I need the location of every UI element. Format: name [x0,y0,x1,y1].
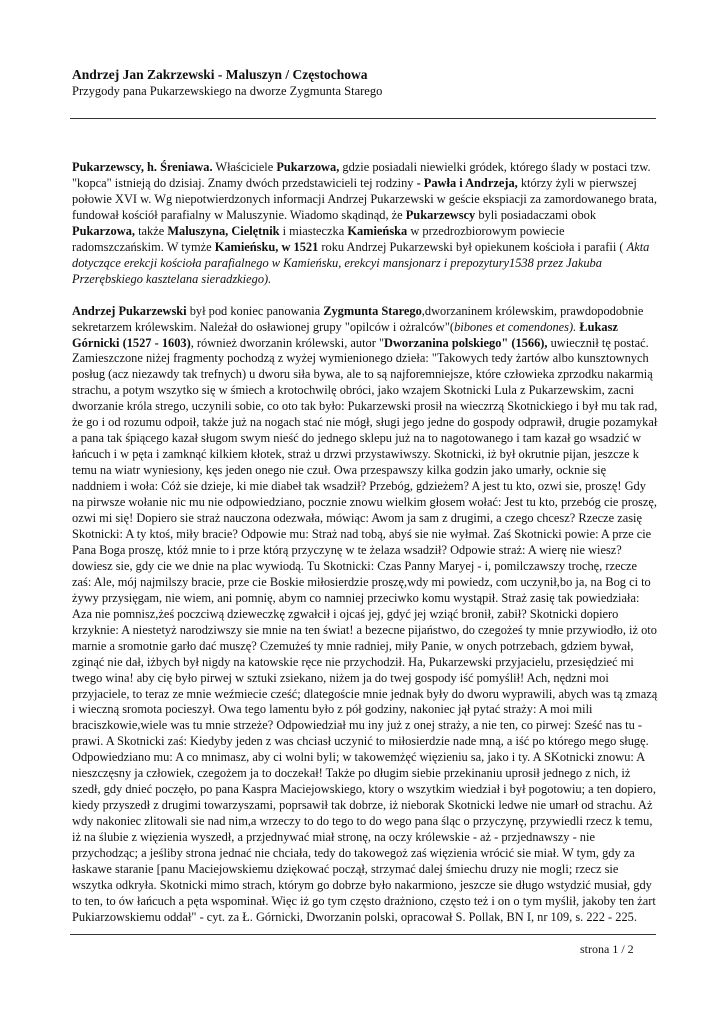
body-text: uwiecznił tę postać. Zamieszczone niżej fragmenty pochodzą z wyżej wymienionego dzieła: "Takowych tedy żartów albo kunsztownych posług (acz niezawdy tak trefnych) u dworu siła bywa, ale to są najforemniejsze, które człowieka zprzodku nakarmią strachu, a potym wszytko się w śmiech a krotochwilę obróci, jako wzajem Skotnicki Lula z Pukarzewskim, zacni dworzanie króla strego, uczynili sobie, co oto tak było: Pukarzewski prosił na wieczrzą Skotnickiego i był mu tak rad, że go i od rozumu odpoił, także już na nogach stać nie mógł, sługi jego jedne do gospody odprawił, drugie pozamykał a pana tak śpiącego kazał sługom swym nieść do jednego sklepu już na to nagotowanego i tam kazał go wsadzić w łańcuch i w pęta i zamknąć kilkiem kłotek, straż u drzwi przystawiwszy. Skotnicki, iż był okrutnie pijan, jeszcze k temu na wiatr wyniesiony, kęs jeden onego nie czuł. Owa przespawszy kilka godzin jako umarły, ocknie się naddniem i woła: Cóż sie dzieje, ki mie diabeł tak wsadził? Przebóg, gdzieżem? A jest tu kto, ozwi sie, proszę! Gdy na pirwsze wołanie nic mu nie odpowiedziano, pocznie znowu wielkim głosem wołać: Jest tu kto, przebóg cie proszę, ozwi mi się! Dopiero sie straż nauczona odezwała, mówiąc: Awom ja sam z drugimi, a czego chcesz? Rzecze zasię Skotnicki: A ty ktoś, miły bracie? Odpowie mu: Straż nad tobą, abyś sie nie wyłmał. Zaś Skotnicki powie: A prze cie Pana Boga proszę, któż mnie to i prze którą przyczynę w te żelaza wsadził? Odpowie straż: A wierę nie wiesz? dowiesz sie, gdy cie we dnie na plac wywiodą. Tu Skotnicki: Czas Panny Maryej - i, pomilczawszy trochę, rzecze zaś: Ale, mój najmilszy bracie, prze cie Boskie miłosierdzie proszę,wdy mi powiedz, com uczynił,bo ja, na Bog ci to żywy przysięgam, nie wiem, ani pomnię, abym co namniej przeciwko komu wystąpił. Straż zasię tak powiedziała: Aza nie pomnisz,żeś poczciwą dzieweczkę zgwałcił i ojcaś jej, gdyć jej wziąć bronił, zabił? Skotnicki dopiero krzyknie: A niestetyż narodziwszy sie mnie na ten świat! a bezecne pijaństwo, do czegożeś ty mnie przywiodło, iż oto marnie a sromotnie garło dać muszę? Czemużeś ty mnie radniej, miły Panie, w onych potrzebach, gdziem bywał, zginąć nie dał, iżbych był nigdy na katowskie ręce nie przychodził. Ha, Pukarzewski przyjacielu, przesiędzieć mi twego wina! aby cię było pirwej w sztuki zsiekano, niżem ja do twej gospody iść pomyślił! Ach, nędzni moi przyjaciele, to teraz ze mnie weźmiecie cześć; dlategoście mnie jednak były do dworu wyprawili, abych was tą zmazą i wieczną sromota pocieszył. Owa tego lamentu było z pół godziny, nakoniec jął pytać straży: A moi mili braciszkowie,wiele was tu mnie strzeże? Odpowiedział mu iny już z onej straży, a nie ten, co pirwej: Sześć nas tu - prawi. A Skotnicki zaś: Kiedyby jeden z was chciasł uczynić to miłosierdzie nade mną, a iść po którego mego sługę. Odpowiedziano mu: A co mnimasz, aby ci wolni byli; w takowemżęć więzieniu sa, jako i ty. A SKotnicki znowu: A nieszczęsny ja człowiek, czegożem ja to doczekał! Także po długim siebie przekinaniu uprosił jednego z nich, iż szedł, gdy dnieć poczęło, po pana Kaspra Maciejowskiego, ktory o wszytkim wiedział i był pogotowiu; a ten dopiero, kiedy przyszedł z drugimi towarzyszami, poprsawił tak dobrze, iż nieborak Skotnicki ledwe nie umarł od strachu. Aż wdy nakoniec zlitowali sie nad nim,a wrzeczy to do tego to do wego pana śląc o przyczynę, przywiedli rzecz k temu, iż na ślubie z więzienia wyszedł, a przjednywać miał stronę, na oczy królewskie - aż - przjednawszy - nie przychodząc; a jeśliby strona jednać nie chciała, tedy do takowegoż zaś więzienia wrócić sie miał. W tym, gdy za łaskawe staranie [panu Maciejowskiemu dziękować począł, strzymać dalej śmiechu druzy nie mogli; rzecz sie wszytka odkryła. Skotnicki mimo strach, którym go dobrze było nakarmiono, jeszcze sie długo wstydzić musiał, gdy to ten, to ów łańcuch a pęta wspominał. Więc iż go tym często drażniono, często też i on o tym myślił, jakoby ten żart Pukiarzowskiemu oddał" - cyt. za Ł. Górnicki, Dworzanin polski, opracował S. Pollak, BN I, nr 109, s. 222 - 225. [72,335,658,924]
bold-text: Dworzanina polskiego" (1566), [384,335,548,350]
footer-divider [70,934,656,935]
bold-text: Maluszyna, Cielętnik [167,223,280,238]
page-number: strona 1 / 2 [580,942,634,956]
body-text: w przedrozbiorowym powiecie radomszczańskim. W tymże [72,223,565,254]
body-text: także [134,223,168,238]
body-text: gdzie posiadali niewielki gródek, którego ślady w postaci tzw. "kopca" istnieją do dzisiaj. Znamy dwóch przedstawicieli tej rodziny [72,160,651,190]
bold-text: Pukarzewscy [405,207,476,222]
bold-text: Pukarzowa, [276,160,340,174]
bold-text: Pukarzewscy, h. Śreniawa. [72,160,213,174]
italic-text: bibones et comendones). [454,319,577,334]
article-body [72,160,658,942]
document-title: Andrzej Jan Zakrzewski - Maluszyn / Częstochowa [72,67,368,82]
body-text: ,dworzaninem królewskim, prawdopodobnie sekretarzem królewskim. Należał do osławionej grupy "opilców i ożralców"( [72,303,644,334]
bold-text: - Pawła i Andrzeja, [416,175,518,190]
document-header [72,66,652,99]
bold-text: Kamieńska [347,223,408,238]
body-text: którzy żyli w pierwszej połowie XVI w. Wg niepotwierdzonych informacji Andrzej Pukarzewski w geście ekspiacji za zamordowanego brata, fundował kościół parafialny w Maluszynie. Wiadomo skądinąd, że [72,175,657,222]
paragraph-family [72,160,658,288]
italic-citation: Akta dotyczące erekcji kościoła parafialnego w Kamieńsku, erekcyi mansjonarz i prepozytury1538 przez Jakuba Przerębskiego kasztelana sieradzkiego). [72,239,650,286]
paragraph-story [72,304,658,926]
bold-text: Kamieńsku, w 1521 [214,239,319,254]
bold-text: Zygmunta Starego [323,303,422,318]
document-subtitle: Przygody pana Pukarzewskiego na dworze Zygmunta Starego [72,84,383,98]
bold-text: Pukarzowa, [72,223,135,238]
body-text: byli posiadaczami obok [475,207,597,222]
body-text: był pod koniec panowania [186,303,324,318]
body-text: Właściciele [212,160,277,174]
body-text: roku Andrzej Pukarzewski był opiekunem kościoła i parafii ( [318,239,627,254]
body-text: i miasteczka [279,223,348,238]
body-text: , również dworzanin królewski, autor " [190,335,385,350]
bold-text: Łukasz Górnicki (1527 - 1603) [72,319,618,350]
bold-text: Andrzej Pukarzewski [72,303,187,318]
header-divider [70,118,656,119]
